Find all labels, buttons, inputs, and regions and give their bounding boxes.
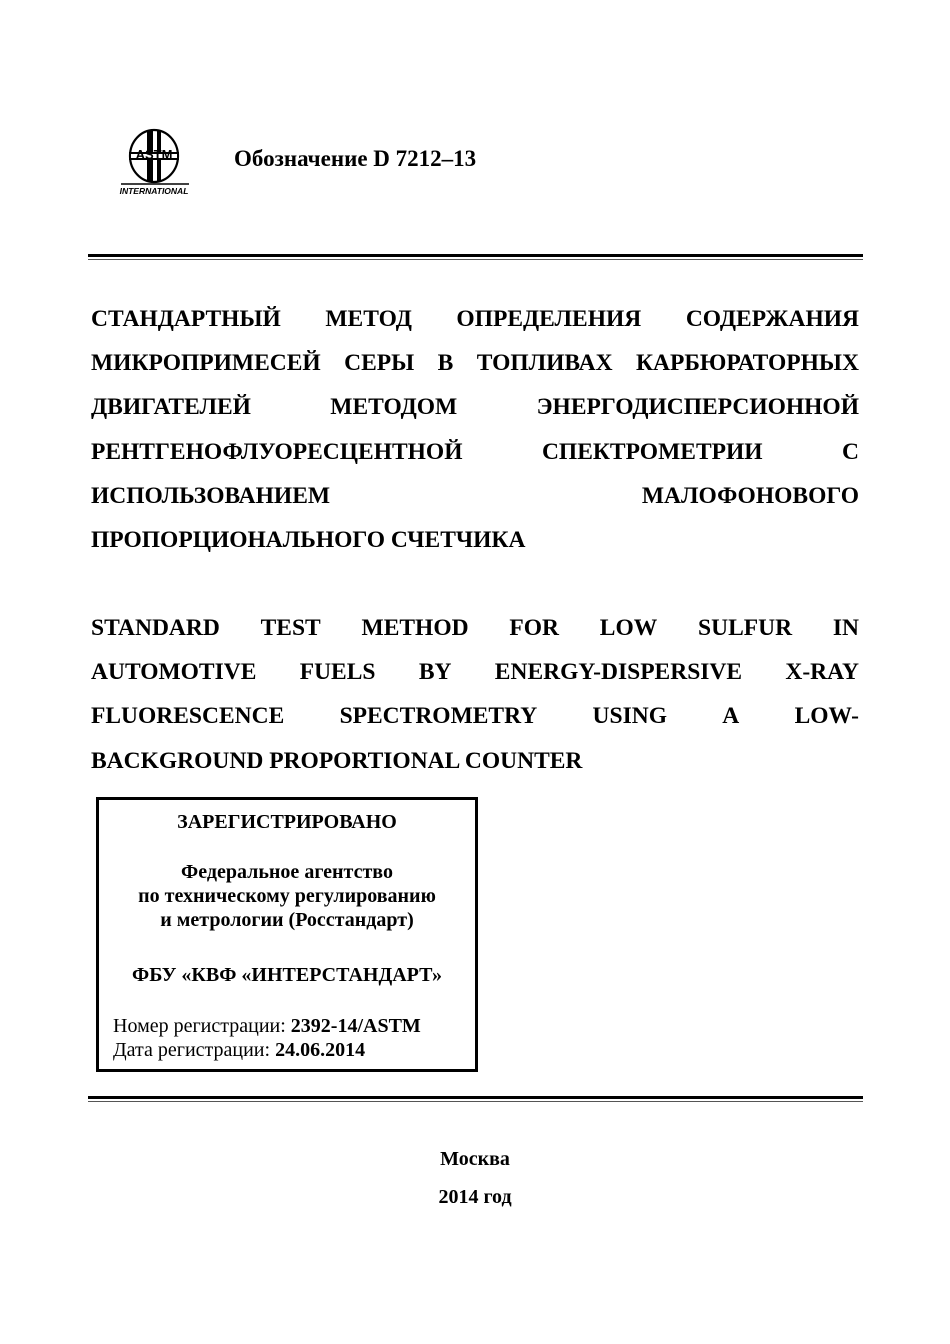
agency-line: и метрологии (Росстандарт): [160, 909, 414, 931]
registration-number: [113, 1014, 421, 1038]
agency-line: по техническому регулированию: [138, 885, 436, 907]
title-en-line: FLUORESCENCE SPECTROMETRY USING A LOW-: [91, 703, 859, 730]
registration-box: [96, 797, 478, 1072]
document-designation: Обозначение D 7212–13: [234, 146, 477, 171]
title-ru-line: ПРОПОРЦИОНАЛЬНОГО СЧЕТЧИКА: [91, 526, 526, 553]
footer-year: 2014 год: [438, 1186, 512, 1208]
top-divider: [88, 254, 863, 260]
registration-date-label: Дата регистрации:: [113, 1039, 276, 1061]
registration-heading: ЗАРЕГИСТРИРОВАНО: [177, 811, 397, 833]
title-russian: [91, 297, 859, 562]
footer-city: Москва: [440, 1148, 510, 1170]
astm-logo: [113, 126, 195, 200]
title-ru-line: СТАНДАРТНЫЙ МЕТОД ОПРЕДЕЛЕНИЯ СОДЕРЖАНИЯ: [91, 306, 859, 332]
logo-subtext: INTERNATIONAL: [119, 186, 189, 196]
astm-logo-graphic: [113, 126, 195, 200]
title-ru-line: ДВИГАТЕЛЕЙ МЕТОДОМ ЭНЕРГОДИСПЕРСИОННОЙ: [91, 394, 859, 421]
registration-date-value: 24.06.2014: [275, 1039, 366, 1061]
title-en-line: STANDARD TEST METHOD FOR LOW SULFUR IN: [91, 615, 859, 641]
registration-date: [113, 1038, 421, 1062]
agency-line: Федеральное агентство: [181, 861, 393, 883]
title-ru-line: РЕНТГЕНОФЛУОРЕСЦЕНТНОЙ СПЕКТРОМЕТРИИ С: [91, 438, 859, 465]
registration-fields: [113, 1014, 421, 1062]
logo-text: ASTM: [135, 147, 173, 162]
bottom-divider: [88, 1096, 863, 1102]
registration-number-value: 2392-14/ASTM: [290, 1015, 421, 1037]
registration-agency: [99, 860, 475, 932]
title-en-line: AUTOMOTIVE FUELS BY ENERGY-DISPERSIVE X-RAY: [91, 659, 859, 686]
title-ru-line: МИКРОПРИМЕСЕЙ СЕРЫ В ТОПЛИВАХ КАРБЮРАТОРНЫХ: [91, 350, 859, 377]
title-ru-line: ИСПОЛЬЗОВАНИЕМ МАЛОФОНОВОГО: [91, 482, 859, 509]
title-en-line: BACKGROUND PROPORTIONAL COUNTER: [91, 747, 583, 774]
title-english: [91, 606, 859, 783]
registration-number-label: Номер регистрации:: [113, 1015, 291, 1037]
registration-organization: ФБУ «КВФ «ИНТЕРСТАНДАРТ»: [132, 964, 442, 986]
